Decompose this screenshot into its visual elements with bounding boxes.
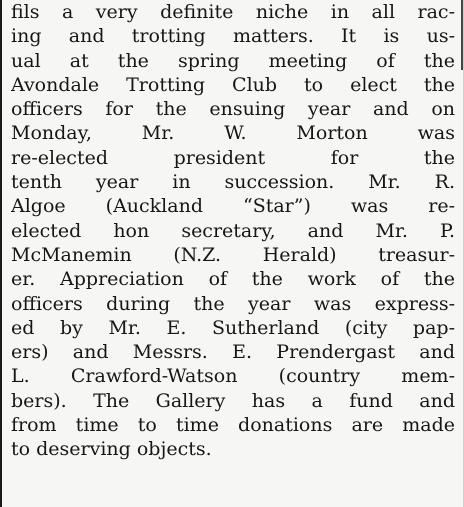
text-line-18: from time to time donations are made [11, 414, 455, 437]
text-line-19: to deserving objects. [11, 438, 212, 461]
text-line-12: er. Appreciation of the work of the [11, 268, 455, 291]
text-line-11: McManemin (N.Z. Herald) treasur- [11, 243, 455, 266]
text-line-3: ual at the spring meeting of the [11, 49, 455, 72]
text-line-5: officers for the ensuing year and on [11, 98, 455, 121]
article-body [11, 0, 455, 462]
column-rule [461, 0, 463, 70]
text-line-9: Algoe (Auckland “Star”) was re- [11, 195, 455, 218]
text-line-15: ers) and Messrs. E. Prendergast and [11, 341, 455, 364]
text-line-4: Avondale Trotting Club to elect the [11, 73, 455, 96]
text-line-10: elected hon secretary, and Mr. P. [11, 219, 455, 242]
text-line-1: fils a very definite niche in all rac- [11, 1, 455, 23]
text-line-13: officers during the year was express- [11, 292, 455, 315]
text-line-8: tenth year in succession. Mr. R. [11, 171, 455, 194]
text-line-7: re-elected president for the [11, 146, 455, 169]
text-line-2: ing and trotting matters. It is us- [11, 25, 455, 48]
text-line-16: L. Crawford-Watson (country mem- [11, 365, 455, 388]
text-line-14: ed by Mr. E. Sutherland (city pap- [11, 316, 455, 339]
text-line-17: bers). The Gallery has a fund and [11, 389, 455, 412]
text-line-6: Monday, Mr. W. Morton was [11, 122, 455, 145]
